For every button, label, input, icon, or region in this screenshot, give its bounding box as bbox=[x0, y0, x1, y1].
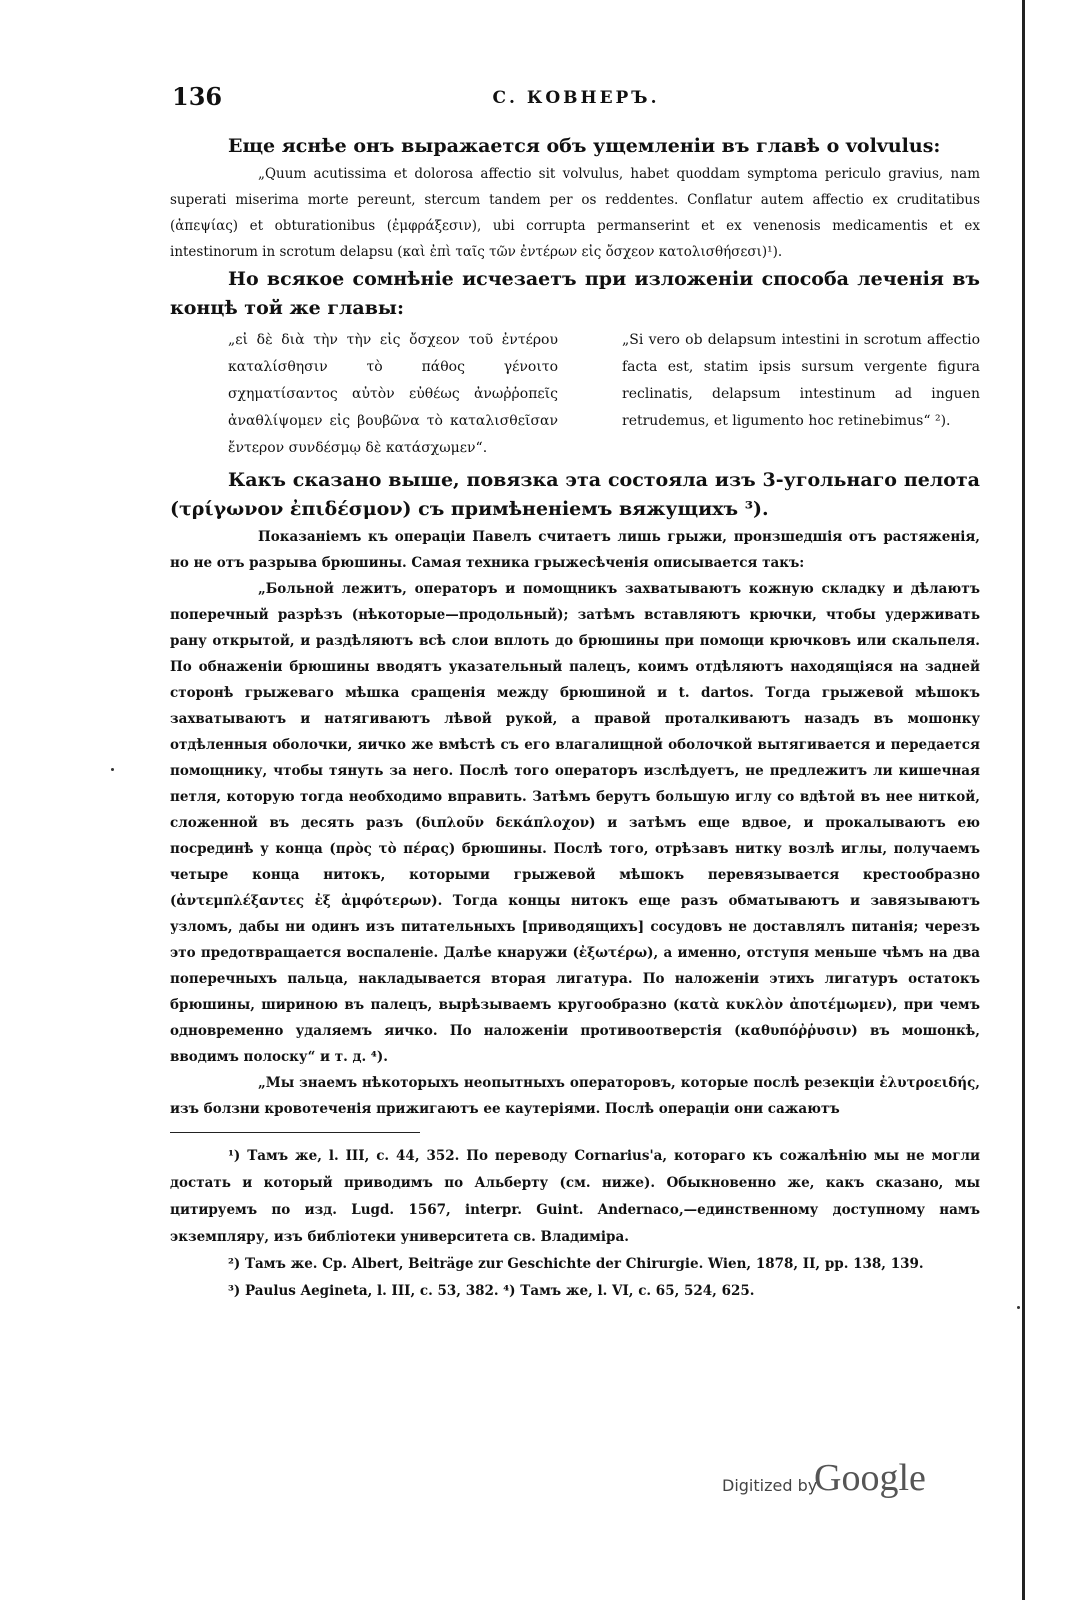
greek-column: „εἰ δὲ διὰ τὴν τὴν εἰς ὄσχεον τοῦ ἐντέρου καταλίσθησιν τὸ πάθος γένοιτο σχηματίσαντος αὐτὸν εὐθέως ἀνωῤῥοπεῖς ἀναθλίψομεν εἰς βουβῶνα τὸ καταλισθεῖσαν ἔντερον συνδέσμῳ δὲ κατάσχωμεν“. bbox=[228, 332, 558, 456]
footnote-separator bbox=[170, 1132, 420, 1133]
speck bbox=[1017, 1306, 1020, 1309]
parallel-columns bbox=[170, 327, 980, 462]
digitized-by-label: Digitized by bbox=[722, 1476, 818, 1495]
quote-paragraph: „Больной лежитъ, операторъ и помощникъ захватываютъ кожную складку и дѣлаютъ поперечный разрѣзъ (нѣкоторые—продольный); затѣмъ вставляютъ крючки, чтобы удерживать рану открытой, и раздѣляютъ всѣ слои вплоть до брюшины при помощи крючковъ или скальпеля. По обнаженіи брюшины вводятъ указательный палецъ, коимъ отдѣляютъ находящіяся на задней сторонѣ грыжеваго мѣшка сращенія между брюшиной и t. dartos. Тогда грыжевой мѣшокъ захватываютъ и натягиваютъ лѣвой рукой, а правой проталкиваютъ назадъ въ мошонку отдѣленныя оболочки, яичко же вмѣстѣ съ его влагалищной оболочкой вытягивается и передается помощнику, чтобы тянуть за него. Послѣ того операторъ изслѣдуетъ, не предлежитъ ли кишечная петля, которую тогда необходимо вправить. Затѣмъ берутъ большую иглу со вдѣтой въ нее ниткой, сложенной въ десять разъ (διπλοῦν δεκάπλοχον) и затѣмъ еще вдвое, и прокалываютъ ею посрединѣ у конца (πρὸς τὸ πέρας) брюшины. Послѣ того, отрѣзавъ нитку возлѣ иглы, получаемъ четыре конца нитокъ, которыми грыжевой мѣшокъ перевязывается крестообразно (ἀντεμπλέξαντες ἐξ ἀμφότερων). Тогда концы нитокъ еще разъ обматываютъ и завязываютъ узломъ, дабы ни одинъ изъ питательныхъ [приводящихъ] сосудовъ не доставлялъ питанія; черезъ это предотвращается воспаленіе. Далѣе кнаружи (ἐξωτέρω), а именно, отступя меньше чѣмъ на два поперечныхъ пальца, накладывается вторая лигатура. По наложеніи этихъ лигатуръ остатокъ брюшины, шириною въ палецъ, вырѣзываемъ кругообразно (κατὰ κυκλὸν ἀποτέμωμεν), при чемъ одновременно удаляемъ яичко. По наложеніи противоотверстія (καθυπόῤῥυσιν) въ мошонкѣ, вводимъ полоску“ и т. д. ⁴). bbox=[170, 581, 980, 1065]
latin-column: „Si vero ob delapsum intestini in scrotum affectio facta est, statim ipsis sursum vergente figura reclinatis, delapsum intestinum ad inguen retrudemus, et ligumento hoc retinebimus“ ²). bbox=[622, 332, 980, 429]
footnote: ¹) Тамъ же, l. III, c. 44, 352. По переводу Cornarius'а, котораго къ сожалѣнію мы не могли достать и который приводимъ по Альберту (см. ниже). Обыкновенно же, какъ сказано, мы цитируемъ по изд. Lugd. 1567, interpr. Guint. Andernaco,—единственному доступному намъ экземпляру, изъ библіотеки университета св. Владиміра. bbox=[170, 1148, 980, 1245]
quote-paragraph: „Мы знаемъ нѣкоторыхъ неопытныхъ операторовъ, которые послѣ резекціи ἐλυτροειδής, изъ болзни кровотеченія прижигаютъ ее каутеріями. Послѣ операціи они сажаютъ bbox=[170, 1075, 980, 1117]
body-text bbox=[170, 132, 980, 1305]
page-number: 136 bbox=[172, 82, 223, 111]
page-edge-line bbox=[1022, 0, 1025, 1600]
paragraph: Показаніемъ къ операціи Павелъ считаетъ лишь грыжи, пронзшедшія отъ растяженія, но не отъ разрыва брюшины. Самая техника грыжесѣченія описывается такъ: bbox=[170, 529, 980, 571]
quote-paragraph: „Quum acutissima et dolorosa affectio sit volvulus, habet quoddam symptoma periculo gravius, nam superati miserima morte pereunt, stercum tandem per os reddentes. Conflatur autem affectio ex cruditatibus (ἀπεψίας) et obturationibus (ἐμφράξεσιν), ubi corrupta permanserint et ex venenosis medicamentis et ex intestinorum in scrotum delapsu (καὶ ἐπὶ ταῖς τῶν ἐντέρων εἰς ὄσχεον κατολισθήσεσι)¹). bbox=[170, 166, 980, 260]
page-header bbox=[172, 82, 980, 112]
running-head: С. КОВНЕРЪ. bbox=[492, 88, 660, 108]
speck bbox=[111, 768, 114, 771]
footnote: ³) Paulus Aegineta, l. III, c. 53, 382. ⁴) Тамъ же, l. VI, c. 65, 524, 625. bbox=[228, 1283, 755, 1299]
paragraph: Но всякое сомнѣніе исчезаетъ при изложеніи способа леченія въ концѣ той же главы: bbox=[170, 268, 980, 319]
google-logo: Google bbox=[814, 1457, 926, 1499]
paragraph: Еще яснѣе онъ выражается объ ущемленіи въ главѣ о volvulus: bbox=[228, 135, 941, 157]
google-watermark bbox=[722, 1458, 952, 1508]
footnote: ²) Тамъ же. Ср. Albert, Beiträge zur Geschichte der Chirurgie. Wien, 1878, II, pp. 138, 139. bbox=[228, 1256, 924, 1272]
paragraph: Какъ сказано выше, повязка эта состояла изъ 3-угольнаго пелота (τρίγωνον ἐπιδέσμον) съ примѣненіемъ вяжущихъ ³). bbox=[170, 469, 980, 520]
